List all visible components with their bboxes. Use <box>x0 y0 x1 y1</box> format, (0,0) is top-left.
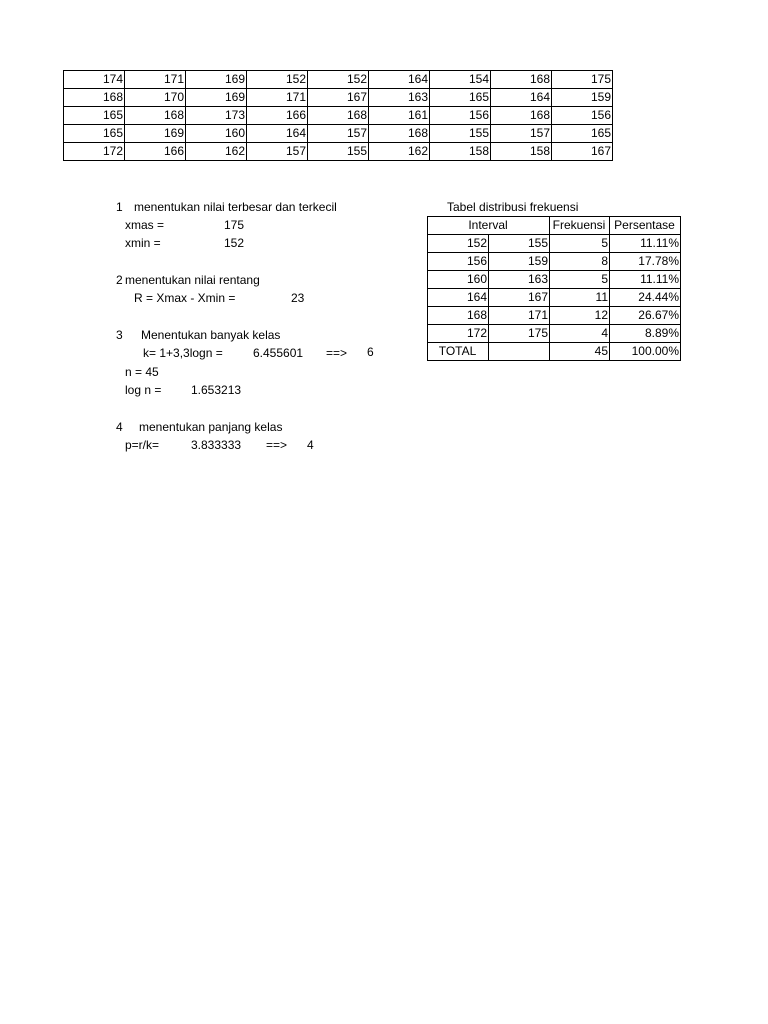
frequency-cell: 5 <box>550 235 610 253</box>
freq-row <box>428 271 681 289</box>
percentage-cell: 26.67% <box>610 307 681 325</box>
freq-table-title: Tabel distribusi frekuensi <box>447 200 579 214</box>
table-cell: 155 <box>308 143 369 161</box>
table-cell: 162 <box>186 143 247 161</box>
table-cell: 152 <box>247 71 308 89</box>
table-row <box>64 71 613 89</box>
total-frequency: 45 <box>550 343 610 361</box>
table-cell: 170 <box>125 89 186 107</box>
table-cell: 156 <box>430 107 491 125</box>
table-cell: 169 <box>186 89 247 107</box>
step-2-title: menentukan nilai rentang <box>125 273 260 287</box>
table-cell: 164 <box>247 125 308 143</box>
table-cell: 155 <box>430 125 491 143</box>
table-cell: 167 <box>552 143 613 161</box>
interval-upper-cell: 163 <box>489 271 550 289</box>
table-row <box>64 143 613 161</box>
table-cell: 158 <box>491 143 552 161</box>
frequency-distribution-table <box>427 216 681 361</box>
table-cell: 162 <box>369 143 430 161</box>
table-cell: 157 <box>491 125 552 143</box>
header-persentase: Persentase <box>610 217 681 235</box>
header-frekuensi: Frekuensi <box>550 217 610 235</box>
class-width-result: 4 <box>307 438 314 452</box>
table-cell: 168 <box>64 89 125 107</box>
total-percentage: 100.00% <box>610 343 681 361</box>
frequency-cell: 8 <box>550 253 610 271</box>
class-width-arrow: ==> <box>266 438 288 452</box>
log-n-label: log n = <box>125 383 162 397</box>
table-cell: 165 <box>64 107 125 125</box>
percentage-cell: 8.89% <box>610 325 681 343</box>
percentage-cell: 11.11% <box>610 271 681 289</box>
frequency-cell: 4 <box>550 325 610 343</box>
table-cell: 168 <box>491 107 552 125</box>
interval-lower-cell: 172 <box>428 325 489 343</box>
frequency-cell: 11 <box>550 289 610 307</box>
table-cell: 160 <box>186 125 247 143</box>
table-cell: 165 <box>552 125 613 143</box>
header-interval: Interval <box>428 217 550 235</box>
n-line: n = 45 <box>125 365 159 379</box>
class-width-formula: p=r/k= <box>125 438 160 452</box>
interval-lower-cell: 160 <box>428 271 489 289</box>
freq-total-row <box>428 343 681 361</box>
interval-lower-cell: 164 <box>428 289 489 307</box>
table-cell: 156 <box>552 107 613 125</box>
interval-lower-cell: 168 <box>428 307 489 325</box>
xmax-value: 175 <box>224 218 245 232</box>
step-4-title: menentukan panjang kelas <box>139 420 283 434</box>
freq-row <box>428 235 681 253</box>
class-count-result: 6 <box>367 345 374 359</box>
frequency-cell: 5 <box>550 271 610 289</box>
interval-upper-cell: 171 <box>489 307 550 325</box>
percentage-cell: 17.78% <box>610 253 681 271</box>
raw-data-table <box>63 70 613 161</box>
interval-lower-cell: 152 <box>428 235 489 253</box>
table-cell: 163 <box>369 89 430 107</box>
table-cell: 159 <box>552 89 613 107</box>
table-row <box>64 107 613 125</box>
table-cell: 152 <box>308 71 369 89</box>
table-cell: 169 <box>186 71 247 89</box>
table-cell: 169 <box>125 125 186 143</box>
log-n-value: 1.653213 <box>191 383 242 397</box>
table-cell: 168 <box>125 107 186 125</box>
class-count-value: 6.455601 <box>253 346 304 360</box>
table-cell: 168 <box>491 71 552 89</box>
table-cell: 164 <box>369 71 430 89</box>
table-cell: 154 <box>430 71 491 89</box>
frequency-cell: 12 <box>550 307 610 325</box>
interval-upper-cell: 167 <box>489 289 550 307</box>
table-row <box>64 89 613 107</box>
range-formula: R = Xmax - Xmin = <box>134 291 236 305</box>
table-cell: 164 <box>491 89 552 107</box>
table-row <box>64 125 613 143</box>
step-1-number: 1 <box>116 200 123 214</box>
table-cell: 161 <box>369 107 430 125</box>
table-cell: 171 <box>247 89 308 107</box>
freq-row <box>428 325 681 343</box>
step-1-title: menentukan nilai terbesar dan terkecil <box>134 200 337 214</box>
freq-row <box>428 307 681 325</box>
table-cell: 165 <box>64 125 125 143</box>
table-cell: 158 <box>430 143 491 161</box>
table-cell: 166 <box>247 107 308 125</box>
step-2-number: 2 <box>116 273 123 287</box>
table-cell: 174 <box>64 71 125 89</box>
table-cell: 172 <box>64 143 125 161</box>
table-cell: 157 <box>308 125 369 143</box>
xmin-label: xmin = <box>125 236 161 250</box>
interval-upper-cell: 175 <box>489 325 550 343</box>
total-label: TOTAL <box>428 343 489 361</box>
table-cell: 167 <box>308 89 369 107</box>
table-cell: 173 <box>186 107 247 125</box>
range-value: 23 <box>291 291 305 305</box>
percentage-cell: 11.11% <box>610 235 681 253</box>
class-count-arrow: ==> <box>326 346 348 360</box>
interval-upper-cell: 155 <box>489 235 550 253</box>
freq-header-row <box>428 217 681 235</box>
step-3-title: Menentukan banyak kelas <box>141 328 281 342</box>
class-count-formula: k= 1+3,3logn = <box>143 346 223 360</box>
table-cell: 165 <box>430 89 491 107</box>
interval-upper-cell: 159 <box>489 253 550 271</box>
interval-lower-cell: 156 <box>428 253 489 271</box>
freq-row <box>428 289 681 307</box>
xmin-value: 152 <box>224 236 245 250</box>
table-cell: 168 <box>308 107 369 125</box>
table-cell: 166 <box>125 143 186 161</box>
step-4-number: 4 <box>116 420 123 434</box>
table-cell: 175 <box>552 71 613 89</box>
class-width-value: 3.833333 <box>191 438 242 452</box>
freq-row <box>428 253 681 271</box>
total-empty-cell <box>489 343 550 361</box>
xmax-label: xmas = <box>125 218 165 232</box>
table-cell: 157 <box>247 143 308 161</box>
step-3-number: 3 <box>116 328 123 342</box>
table-cell: 168 <box>369 125 430 143</box>
percentage-cell: 24.44% <box>610 289 681 307</box>
table-cell: 171 <box>125 71 186 89</box>
